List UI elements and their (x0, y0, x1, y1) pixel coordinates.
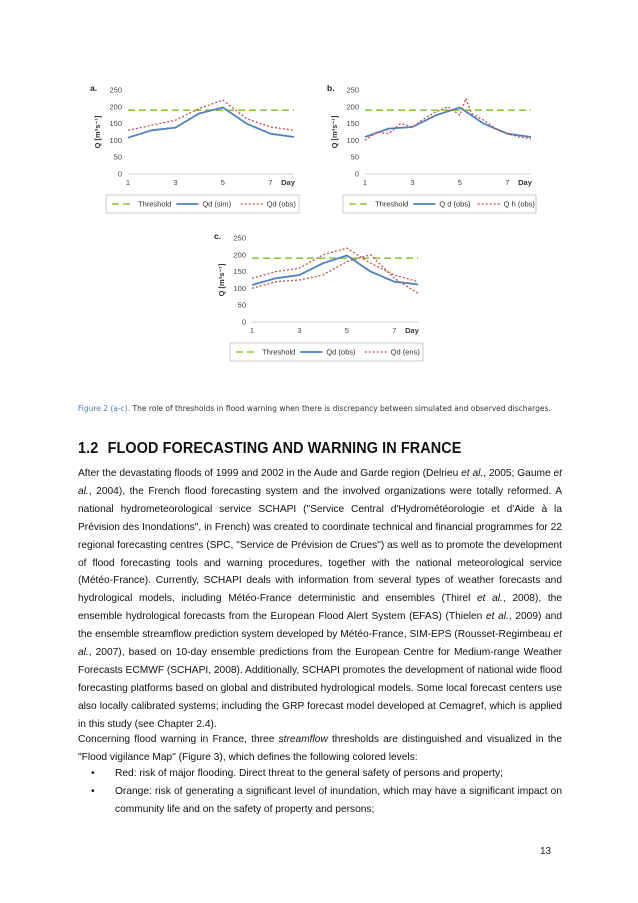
y-tick-label: 150 (233, 267, 246, 277)
chart-svg (88, 82, 303, 222)
y-tick-label: 50 (113, 152, 122, 162)
y-axis-label: Q [m³s⁻¹] (330, 115, 339, 149)
paragraph1-run: et al. (485, 611, 509, 623)
legend-entry: Q d (obs) (439, 199, 471, 209)
x-tick-label: 5 (220, 178, 225, 187)
x-axis-label: Day (281, 178, 295, 187)
y-tick-label: 150 (109, 119, 122, 129)
figure-label: Figure 2 (a-c). (78, 404, 131, 413)
y-tick-label: 0 (354, 169, 359, 179)
paragraph1-run: , 2004), the French flood forecasting system and the involved organizations were totally reformed. A national hydrometeorological service SCHAPI ("Service Central d'Hydrométéorologie et d'Aide à la Prévision des Inondations", in French) was created to coordinate technical and financial programmes for 22 regional forecasting centres (SPC, "Service de Prévision de Crues") as well as to promote the development of flood forecasting tools and warning procedures, together with the national meteorological service (Météo-France). Currently, SCHAPI deals with information from several types of weather forecasts and hydrological models, including Météo-France deterministic and ensembles (Thirel (78, 485, 562, 605)
y-tick-label: 200 (233, 250, 246, 260)
panel-label: c. (214, 231, 222, 241)
y-tick-label: 100 (346, 135, 359, 145)
y-tick-label: 200 (346, 102, 359, 112)
chart-a (88, 82, 303, 222)
paragraph2-run: thresholds are distinguished and visualized in the "Flood vigilance Map" (Figure 3), which defines the following colored levels: (78, 734, 562, 763)
paragraph2-run: Concerning flood warning in France, three (78, 734, 279, 745)
paragraph1-run: et al. (461, 468, 484, 479)
x-axis-label: Day (518, 178, 532, 187)
legend-entry: Threshold (375, 199, 409, 209)
figure-caption (78, 399, 578, 419)
y-tick-label: 100 (233, 283, 246, 293)
x-tick-label: 1 (362, 178, 368, 187)
x-tick-label: 3 (297, 326, 302, 335)
x-tick-label: 5 (457, 178, 462, 187)
y-tick-label: 0 (241, 317, 246, 327)
legend-entry: Qd (sim) (202, 199, 232, 209)
paragraph1-run: After the devastating floods of 1999 and 2002 in the Aude and Garde region (Delrieu (78, 468, 462, 479)
y-axis-label: Q [m³s⁻¹] (217, 263, 226, 297)
paragraph1-run: et al. (78, 629, 562, 659)
paragraph-2 (78, 731, 562, 767)
paragraph1-run: , 2005; Gaume (483, 468, 554, 479)
legend-entry: Threshold (138, 199, 172, 209)
section-heading (78, 440, 461, 458)
x-tick-label: 7 (392, 326, 397, 335)
series-line-1 (252, 256, 418, 286)
section-number: 1.2 (78, 440, 99, 457)
x-tick-label: 5 (344, 326, 349, 335)
chart-svg (212, 230, 427, 370)
series-line-2 (128, 100, 294, 130)
x-tick-label: 3 (173, 178, 178, 187)
legend-entry: Qd (obs) (266, 199, 296, 209)
y-tick-label: 50 (350, 152, 359, 162)
page-number: 13 (540, 846, 552, 857)
paragraph2-run: streamflow (278, 734, 328, 745)
paragraph1-run: , 2009) and the ensemble streamflow prediction system developed by Météo-France, SIM-EPS (Rousset-Regimbeau (78, 611, 562, 641)
x-tick-label: 7 (268, 178, 273, 187)
legend-entry: Threshold (262, 347, 296, 357)
y-tick-label: 200 (109, 102, 122, 112)
paragraph1-run: et al. (476, 593, 503, 605)
bullet-item-orange: • Orange: risk of generating a significant level of inundation, which may have a significant impact on community life and on the safety of property and persons; (78, 783, 562, 819)
bullet-item-red: • Red: risk of major flooding. Direct threat to the general safety of persons and property; (78, 765, 562, 783)
y-axis-label: Q [m³s⁻¹] (93, 115, 102, 149)
y-tick-label: 250 (233, 233, 246, 243)
y-tick-label: 250 (109, 85, 122, 95)
y-tick-label: 150 (346, 119, 359, 129)
legend-entry: Qd (ens) (390, 347, 420, 357)
chart-c (212, 230, 427, 370)
y-tick-label: 50 (237, 300, 246, 310)
paragraph1-run: , 2008), the ensemble hydrological forecasts from the European Flood Alert System (EFAS) (Thielen (78, 593, 562, 623)
paragraph1-run: , 2007), based on 10-day ensemble predictions from the European Centre for Medium-range Weather Forecasts ECMWF (SCHAPI, 2008). Additionally, SCHAPI promotes the development of national wide flood forecasting platforms based on global and distributed hydrological models. Some local forecast centers use also locally calibrated systems; including the GRP forecast model developed at Cemagref, which is applied in this study (see Chapter 2.4). (78, 647, 562, 730)
paragraph1-run: et al. (78, 468, 562, 497)
x-tick-label: 7 (505, 178, 510, 187)
y-tick-label: 0 (117, 169, 122, 179)
y-tick-label: 250 (346, 85, 359, 95)
legend-entry: Q h (obs) (503, 199, 535, 209)
chart-b (325, 82, 540, 222)
panel-label: b. (327, 83, 335, 93)
series-line-1 (128, 108, 294, 138)
x-axis-label: Day (405, 326, 419, 335)
panel-label: a. (90, 83, 98, 93)
paragraph-1 (78, 465, 562, 734)
x-tick-label: 3 (410, 178, 415, 187)
caption-text: The role of thresholds in flood warning when there is discrepancy between simulated and observed discharges. (130, 404, 551, 413)
section-title: FLOOD FORECASTING AND WARNING IN FRANCE (107, 440, 462, 457)
bullet-list (78, 765, 562, 819)
legend-entry: Qd (obs) (326, 347, 356, 357)
chart-svg (325, 82, 540, 222)
x-tick-label: 1 (249, 326, 255, 335)
series-line-2 (252, 248, 418, 282)
y-tick-label: 100 (109, 135, 122, 145)
x-tick-label: 1 (125, 178, 131, 187)
